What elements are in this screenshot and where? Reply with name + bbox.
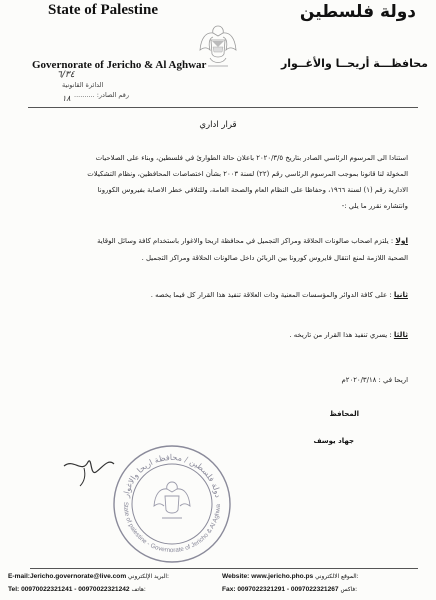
- clause-second-text: : على كافة الدوائر والمؤسسات المعنية وذات العلاقة تنفيذ هذا القرار كل فيما يخصه .: [150, 291, 392, 299]
- fax-label: فاكس:: [340, 587, 358, 593]
- clause-second-label: ثانيا: [393, 290, 408, 299]
- state-title-ar: دولة فلسطين: [299, 2, 416, 22]
- email-label: البريد الإلكتروني:: [128, 574, 169, 580]
- header-divider: [28, 107, 418, 108]
- signatory-name: جهاد يوسف: [313, 437, 354, 445]
- footer-divider: [30, 568, 418, 569]
- clause-third: [18, 330, 408, 339]
- reference-day: ١٨: [62, 94, 71, 103]
- issue-date: اريحا في : ٢٠٢٠/٣/١٨م: [341, 376, 408, 384]
- footer-fax: [222, 586, 357, 593]
- phone-label: هاتف:: [131, 587, 146, 593]
- seal-arabic-text: دولة فلسطين / محافظة اريحا والاغوار: [121, 452, 223, 499]
- seal-english-text: State of palestine - Governorate of Jericho & Al Aghwa: [121, 502, 223, 555]
- clause-third-label: ثالثا: [393, 330, 408, 339]
- governorate-en: Governorate of Jericho & Al Aghwar: [32, 59, 207, 71]
- preamble-line: المخولة لنا قانونا بموجب المرسوم الرئاسي رقم (٢٢) لسنة ٢٠٠٣ بشأن اختصاصات المحافظين، ونظام التشكيلات: [87, 170, 408, 178]
- preamble-line: الادارية رقم (١) لسنة ١٩٦٦، وحفاظا على النظام العام والصحة العامة، وللتلافي خطر الاصابة بفيروس الكورونا: [97, 186, 408, 194]
- clause-first: [18, 236, 408, 245]
- phone-value: Tel: 00970022321241 - 00970022321242: [8, 586, 130, 593]
- fax-value: Fax: 0097022321291 - 0097022321267: [222, 586, 339, 593]
- website-label: الموقع الالكتروني:: [315, 574, 359, 580]
- preamble-line: وانتشاره نقرر ما يلي :-: [341, 202, 408, 210]
- footer-email: [8, 573, 169, 580]
- governorate-ar: محافظـــة أريحــا والأغــوار: [280, 57, 428, 70]
- clause-second: [18, 290, 408, 299]
- footer-website: [222, 573, 359, 580]
- clause-first-text: : يلتزم اصحاب صالونات الحلاقة ومراكز التجميل في محافظة اريحا والاغوار باستخدام كافة وسائل الوقاية: [97, 237, 394, 245]
- official-seal-stamp: [110, 442, 234, 566]
- decision-title: قرار اداري: [199, 120, 237, 130]
- clause-first-cont: الصحية اللازمة لمنع انتقال فايروس كورونا بين الزبائن داخل صالونات الحلاقة ومراكز التجميل .: [141, 254, 408, 262]
- legal-dept-stamp: الدائرة القانونية: [62, 81, 104, 89]
- reference-number: ٦/٣٤: [57, 70, 75, 80]
- signatory-title: المحافظ: [329, 410, 359, 418]
- outgoing-number-stamp: رقم الصادر: ..........: [74, 91, 129, 99]
- website-value: Website: www.jericho.pho.ps: [222, 573, 314, 580]
- state-title-en: State of Palestine: [48, 2, 158, 18]
- email-value: E-mail:Jericho.governorate@live.com: [8, 573, 127, 580]
- preamble-line: استنادا الى المرسوم الرئاسي الصادر بتاريخ ٢٠٢٠/٣/٥ باعلان حالة الطوارئ في فلسطين، وبناء على الصلاحيات: [95, 154, 408, 162]
- footer-phone: [8, 586, 146, 593]
- clause-first-label: اولا: [395, 236, 408, 245]
- clause-third-text: : يسري تنفيذ هذا القرار من تاريخه .: [289, 331, 392, 339]
